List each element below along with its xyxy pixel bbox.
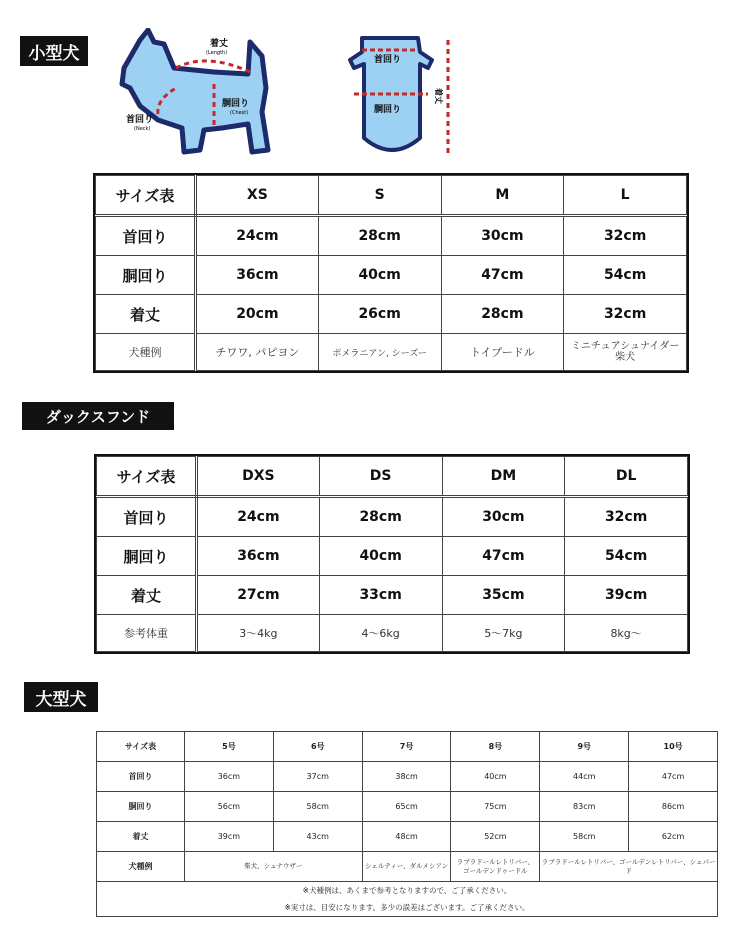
table-cell: 24cm (196, 216, 319, 256)
note-text: ※犬種例は、あくまで参考となりますので、ご了承ください。 (97, 882, 718, 900)
dog-neck-label: 首回り (126, 115, 154, 125)
table-cell: 36cm (185, 762, 274, 792)
table-cell: 48cm (362, 822, 451, 852)
table-row (97, 576, 688, 615)
row-label: 犬種例 (97, 852, 185, 882)
row-label: 着丈 (96, 295, 196, 334)
large-dog-size-table (96, 731, 718, 917)
row-label: 胴回り (96, 256, 196, 295)
table-row (97, 882, 718, 900)
table-cell: 43cm (273, 822, 362, 852)
table-row (97, 762, 718, 792)
table-cell: 26cm (318, 295, 441, 334)
row-label: 首回り (96, 216, 196, 256)
dog-length-en: (Length) (206, 50, 228, 56)
table-header-cell: サイズ表 (97, 457, 197, 497)
table-cell: 30cm (441, 216, 564, 256)
table-cell: 40cm (319, 537, 442, 576)
table-header-row (96, 176, 687, 216)
table-cell: トイプードル (441, 334, 564, 371)
table-row (97, 537, 688, 576)
table-cell: 44cm (540, 762, 629, 792)
table-cell: 52cm (451, 822, 540, 852)
table-row (97, 852, 718, 882)
table-header-cell: XS (196, 176, 319, 216)
table-cell: 75cm (451, 792, 540, 822)
table-cell: 83cm (540, 792, 629, 822)
table-cell: 32cm (564, 216, 687, 256)
shirt-diagram (338, 30, 458, 160)
table-header-cell: サイズ表 (96, 176, 196, 216)
table-cell: 3〜4kg (197, 615, 320, 652)
breed-line: ゴールデンドゥードル (463, 866, 528, 875)
dog-length-label: 着丈 (210, 39, 229, 49)
table-row (97, 822, 718, 852)
table-header-cell: 7号 (362, 732, 451, 762)
table-row (96, 334, 687, 371)
dog-silhouette (122, 30, 268, 152)
note-text: ※実寸は、目安になります。多少の誤差はございます。ご了承ください。 (97, 899, 718, 917)
table-header-cell: 6号 (273, 732, 362, 762)
table-cell: 47cm (441, 256, 564, 295)
table-cell: 33cm (319, 576, 442, 615)
table-cell: 39cm (185, 822, 274, 852)
row-label: 首回り (97, 497, 197, 537)
table-cell: シェルティー、ダルメシアン (362, 852, 451, 882)
table-header-cell: サイズ表 (97, 732, 185, 762)
table-cell: 38cm (362, 762, 451, 792)
table-cell: ポメラニアン, シーズー (318, 334, 441, 371)
table-cell: 47cm (442, 537, 565, 576)
table-cell: 20cm (196, 295, 319, 334)
breed-line: ミニチュアシュナイダー (570, 341, 680, 352)
breed-line: 柴犬 (615, 352, 636, 363)
shirt-neck-label: 首回り (374, 55, 402, 65)
table-cell: ラブラドールレトリバー、ゴールデンレトリバー、シェパード (540, 852, 718, 882)
row-label: 着丈 (97, 822, 185, 852)
row-label: 胴回り (97, 537, 197, 576)
table-cell: 8kg〜 (565, 615, 688, 652)
table-cell: 27cm (197, 576, 320, 615)
table-row (96, 256, 687, 295)
dog-chest-en: (Chest) (230, 110, 249, 116)
table-row (97, 792, 718, 822)
table-header-cell: 10号 (629, 732, 718, 762)
table-cell: 58cm (273, 792, 362, 822)
table-cell: 32cm (565, 497, 688, 537)
table-cell: 36cm (196, 256, 319, 295)
dog-diagram (118, 28, 288, 164)
table-header-cell: DM (442, 457, 565, 497)
table-header-row (97, 732, 718, 762)
table-row (97, 497, 688, 537)
table-cell: 40cm (451, 762, 540, 792)
table-header-cell: DS (319, 457, 442, 497)
table-cell: 28cm (441, 295, 564, 334)
table-cell: 39cm (565, 576, 688, 615)
table-cell: 54cm (565, 537, 688, 576)
section-tag-dachshund: ダックスフンド (22, 402, 174, 430)
table-cell: 4〜6kg (319, 615, 442, 652)
table-cell (451, 852, 540, 882)
section-tag-small-dog: 小型犬 (20, 36, 88, 66)
row-label: 着丈 (97, 576, 197, 615)
table-cell: チワワ, パピヨン (196, 334, 319, 371)
table-cell: 58cm (540, 822, 629, 852)
table-cell: 5〜7kg (442, 615, 565, 652)
table-header-cell: 5号 (185, 732, 274, 762)
table-cell (564, 334, 687, 371)
dog-chest-label: 胴回り (222, 99, 250, 109)
table-header-cell: 9号 (540, 732, 629, 762)
table-cell: 62cm (629, 822, 718, 852)
table-cell: 36cm (197, 537, 320, 576)
table-cell: 86cm (629, 792, 718, 822)
shirt-chest-label: 胴回り (374, 105, 402, 115)
table-cell: 65cm (362, 792, 451, 822)
table-cell: 28cm (319, 497, 442, 537)
table-row (97, 899, 718, 917)
row-label: 犬種例 (96, 334, 196, 371)
table-row (96, 295, 687, 334)
small-dog-size-table (95, 175, 687, 371)
table-cell: 56cm (185, 792, 274, 822)
table-header-cell: M (441, 176, 564, 216)
table-cell: 24cm (197, 497, 320, 537)
table-cell: 28cm (318, 216, 441, 256)
table-cell: 40cm (318, 256, 441, 295)
table-header-cell: DL (565, 457, 688, 497)
breed-line: ラブラドールレトリバー、 (456, 857, 535, 866)
table-header-cell: DXS (197, 457, 320, 497)
dachshund-size-table (96, 456, 688, 652)
table-cell: 32cm (564, 295, 687, 334)
table-row (96, 216, 687, 256)
table-header-cell: 8号 (451, 732, 540, 762)
table-header-cell: S (318, 176, 441, 216)
table-cell: 47cm (629, 762, 718, 792)
row-label: 参考体重 (97, 615, 197, 652)
row-label: 胴回り (97, 792, 185, 822)
dog-neck-en: (Neck) (134, 126, 151, 132)
table-cell: 35cm (442, 576, 565, 615)
table-header-row (97, 457, 688, 497)
table-header-cell: L (564, 176, 687, 216)
shirt-length-label: 着丈 (434, 88, 443, 104)
table-row (97, 615, 688, 652)
section-tag-large-dog: 大型犬 (24, 682, 98, 712)
table-cell: 54cm (564, 256, 687, 295)
row-label: 首回り (97, 762, 185, 792)
table-cell: 柴犬、シュナウザー (185, 852, 363, 882)
table-cell: 37cm (273, 762, 362, 792)
table-cell: 30cm (442, 497, 565, 537)
